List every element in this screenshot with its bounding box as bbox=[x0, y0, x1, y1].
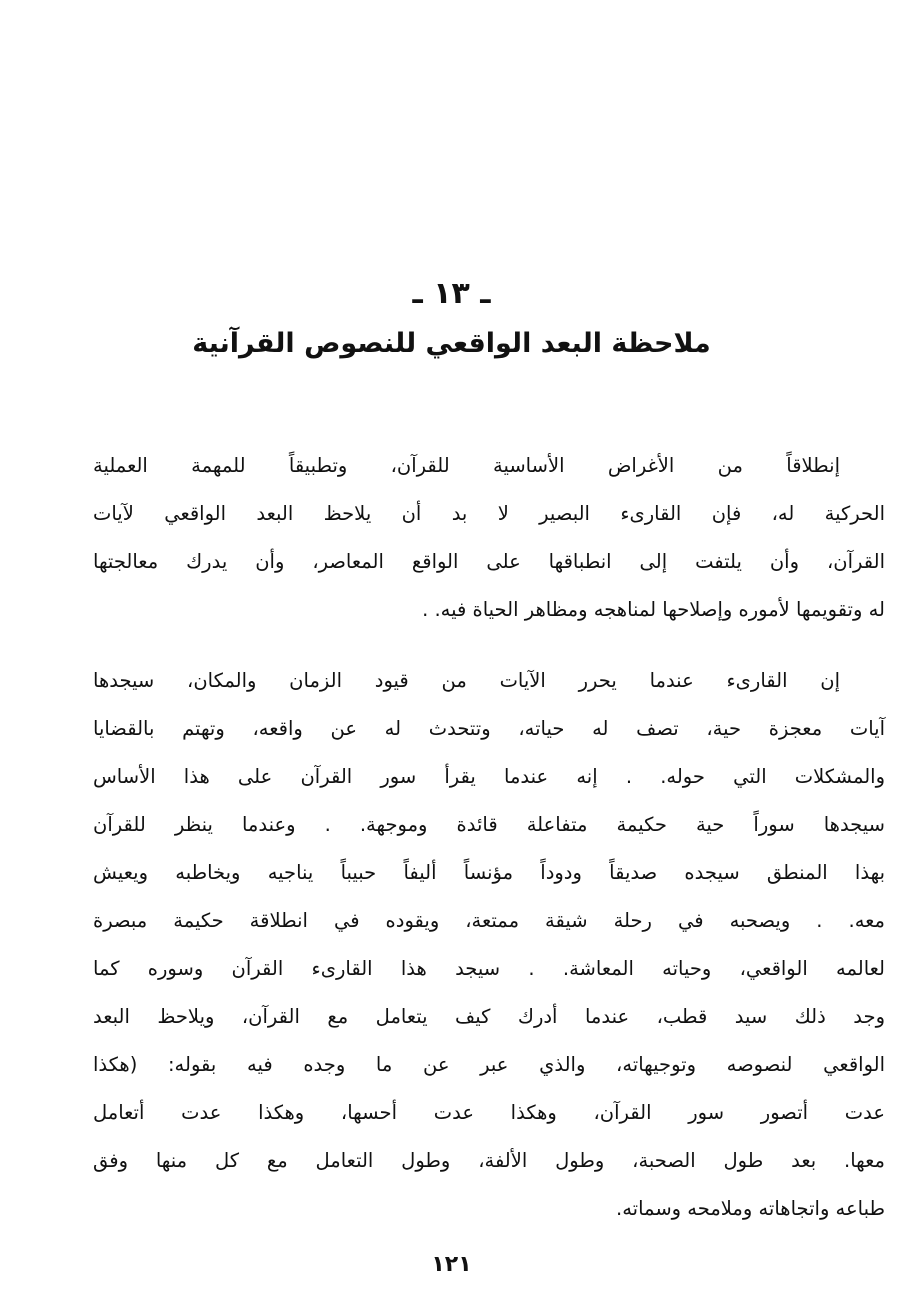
page-number: ١٢١ bbox=[431, 1252, 472, 1277]
text-line: معها. بعد طول الصحبة، وطول الألفة، وطول التعامل مع كل منها وفق bbox=[93, 1149, 885, 1172]
text-line: الواقعي لنصوصه وتوجيهاته، والذي عبر عن ما وجده فيه بقوله: (هكذا bbox=[93, 1053, 885, 1076]
text-line: الحركية له، فإن القارىء البصير لا بد أن يلاحظ البعد الواقعي لآيات bbox=[93, 502, 885, 525]
text-line: سيجدها سوراً حية حكيمة متفاعلة قائدة وموجهة. . وعندما ينظر للقرآن bbox=[93, 813, 885, 836]
text-line: بهذا المنطق سيجده صديقاً ودوداً مؤنساً أليفاً حبيباً يناجيه ويخاطبه ويعيش bbox=[93, 861, 885, 884]
text-line: معه. . ويصحبه في رحلة شيقة ممتعة، ويقوده في انطلاقة حكيمة مبصرة bbox=[93, 909, 885, 932]
chapter-number: ـ ١٣ ـ bbox=[412, 276, 491, 311]
text-line: آيات معجزة حية، تصف له حياته، وتتحدث له عن واقعه، وتهتم بالقضايا bbox=[93, 717, 885, 740]
text-line: له وتقويمها لأموره وإصلاحها لمناهجه ومظاهر الحياة فيه. . bbox=[422, 598, 885, 621]
paragraph-2 bbox=[93, 657, 885, 1233]
text-line: القرآن، وأن يلتفت إلى انطباقها على الواقع المعاصر، وأن يدرك معالجتها bbox=[93, 550, 885, 573]
text-line: والمشكلات التي حوله. . إنه عندما يقرأ سور القرآن على هذا الأساس bbox=[93, 765, 885, 788]
text-line: عدت أتصور سور القرآن، وهكذا عدت أحسها، وهكذا عدت أتعامل bbox=[93, 1101, 885, 1124]
chapter-title: ملاحظة البعد الواقعي للنصوص القرآنية bbox=[192, 328, 711, 359]
text-line: لعالمه الواقعي، وحياته المعاشة. . سيجد هذا القارىء القرآن وسوره كما bbox=[93, 957, 885, 980]
text-line: إن القارىء عندما يحرر الآيات من قيود الزمان والمكان، سيجدها bbox=[93, 669, 840, 692]
text-line: وجد ذلك سيد قطب، عندما أدرك كيف يتعامل مع القرآن، ويلاحظ البعد bbox=[93, 1005, 885, 1028]
text-line: إنطلاقاً من الأغراض الأساسية للقرآن، وتطبيقاً للمهمة العملية bbox=[93, 454, 840, 477]
text-line: طباعه واتجاهاته وملامحه وسماته. bbox=[616, 1197, 885, 1220]
paragraph-1 bbox=[93, 442, 885, 634]
